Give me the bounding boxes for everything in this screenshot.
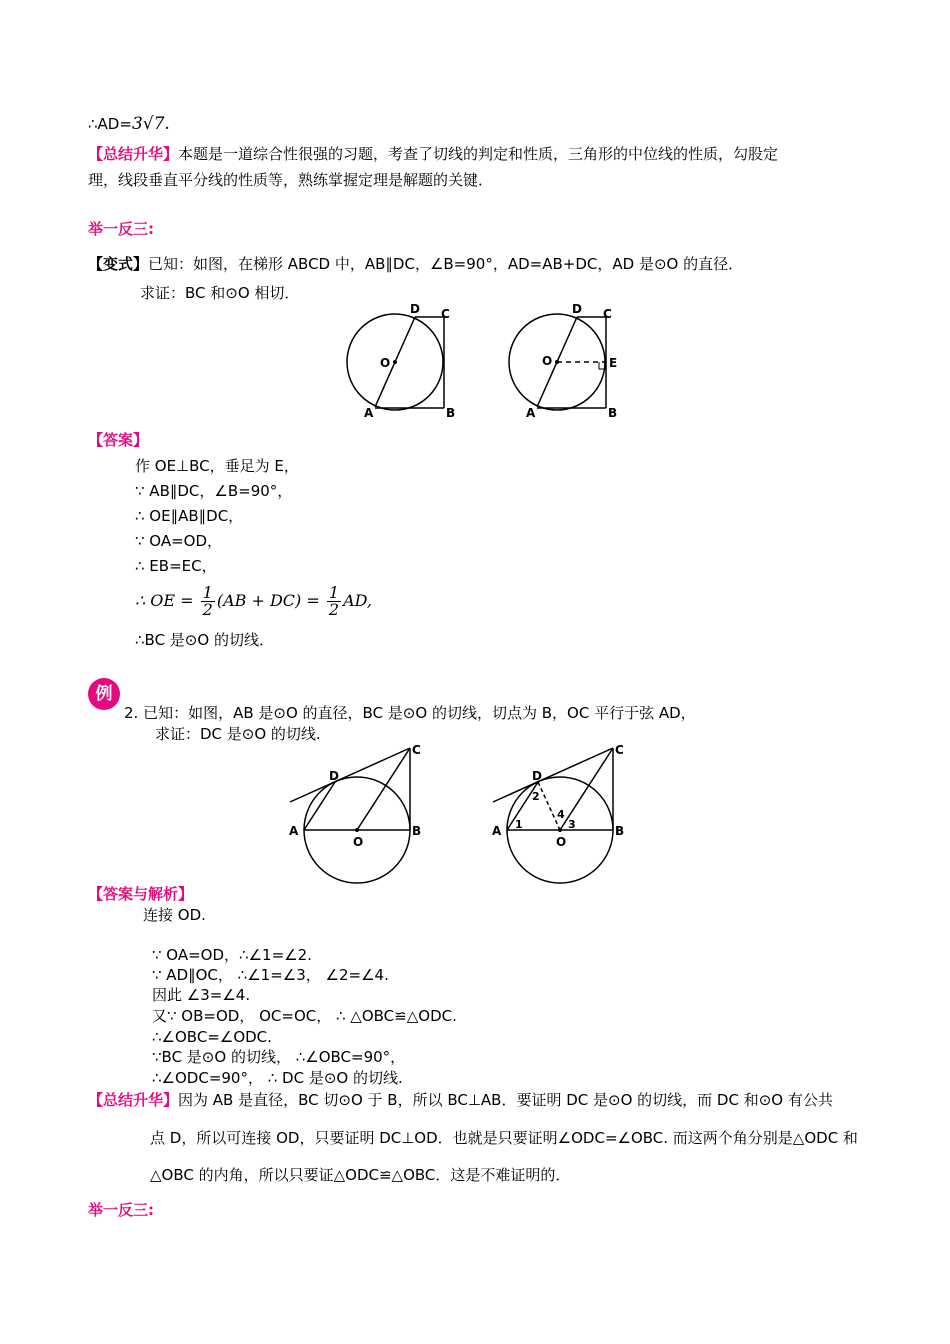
fraction-num: 1 — [202, 583, 213, 602]
example-badge: 例 — [88, 678, 120, 710]
fig2-label-d: D — [329, 769, 339, 783]
answer-1-step-5: ∴ EB=EC， — [135, 557, 217, 575]
fig1-label-d: D — [410, 302, 420, 316]
summary-2-line-3: △OBC 的内角，所以只要证△ODC≌△OBC．这是不难证明的． — [150, 1166, 571, 1184]
formula-mid: (AB + DC) = — [216, 591, 320, 610]
answer-2-connect: 连接 OD. — [143, 906, 206, 924]
center-o2-right — [558, 828, 562, 832]
fig1-label-a: A — [364, 406, 374, 420]
answer-1-formula — [135, 583, 372, 619]
fraction-den: 2 — [202, 600, 213, 619]
fig2r-label-2: 2 — [532, 790, 540, 803]
answer-2-step-7: ∴∠ODC=90°， ∴ DC 是⊙O 的切线. — [152, 1069, 403, 1087]
answer-1-tag: 【答案】 — [88, 431, 149, 449]
fraction-half-2 — [327, 585, 341, 618]
fig1r-label-d: D — [572, 302, 582, 316]
fig2r-label-1: 1 — [515, 818, 523, 831]
fig2r-label-4: 4 — [557, 808, 565, 821]
summary-text: 本题是一道综合性很强的习题，考查了切线的判定和性质，三角形的中位线的性质，勾股定 — [178, 145, 779, 163]
answer-2-tag: 【答案与解析】 — [88, 885, 194, 903]
fig2r-label-b: B — [615, 824, 625, 838]
answer-1-last: ∴BC 是⊙O 的切线． — [135, 631, 274, 649]
segment-od2-dashed — [538, 782, 560, 830]
figure-1 — [335, 300, 635, 425]
formula-prefix: ∴ OE = — [135, 591, 194, 610]
fig1-label-b: B — [446, 406, 456, 420]
fig2r-label-c: C — [615, 743, 624, 757]
conclusion-value: 3√7. — [131, 114, 170, 134]
conclusion-prefix: ∴AD= — [88, 115, 132, 133]
variant-text: 已知：如图，在梯形 ABCD 中，AB∥DC，∠B=90°，AD=AB+DC，AD 是⊙O 的直径． — [148, 255, 744, 273]
summary-1-line-2: 理，线段垂直平分线的性质等，熟练掌握定理是解题的关键． — [88, 171, 494, 189]
answer-2-step-6: ∵BC 是⊙O 的切线， ∴∠OBC=90°， — [152, 1048, 406, 1066]
summary-2-line-2: 点 D，所以可连接 OD，只要证明 DC⊥OD．也就是只要证明∠ODC=∠OBC. 而这两个角分别是△ODC 和 — [150, 1129, 858, 1147]
fig2r-label-3: 3 — [568, 818, 576, 831]
fraction-num: 1 — [328, 583, 340, 602]
figure-2 — [285, 740, 635, 890]
variant-line — [88, 254, 743, 274]
fig2r-label-a: A — [492, 824, 502, 838]
fig1r-label-o: O — [542, 354, 553, 368]
fraction-den: 2 — [328, 600, 340, 619]
answer-2-step-5: ∴∠OBC=∠ODC. — [152, 1028, 272, 1046]
answer-1-step-2: ∵ AB∥DC，∠B=90°， — [135, 482, 293, 500]
answer-1-step-3: ∴ OE∥AB∥DC， — [135, 507, 244, 525]
center-dot-left — [393, 360, 397, 364]
example-2-line-2: 求证：DC 是⊙O 的切线. — [155, 725, 321, 743]
summary-2-line-1 — [88, 1090, 833, 1110]
variant-tag: 【变式】 — [88, 255, 149, 273]
fig1-label-c: C — [441, 307, 450, 321]
fig2r-label-o: O — [556, 835, 567, 849]
summary-1-line-1 — [88, 144, 778, 164]
answer-2-step-1: ∵ OA=OD，∴∠1=∠2. — [152, 946, 312, 964]
practice-2-heading: 举一反三: — [88, 1201, 154, 1219]
fig1-label-o: O — [380, 356, 391, 370]
answer-2-step-4: 又∵ OB=OD， OC=OC， ∴ △OBC≌△ODC. — [152, 1007, 457, 1025]
variant-prove: 求证：BC 和⊙O 相切． — [140, 284, 300, 302]
center-dot-right — [555, 360, 559, 364]
practice-heading: 举一反三: — [88, 220, 154, 238]
answer-1-step-1: 作 OE⊥BC，垂足为 E， — [135, 457, 299, 475]
center-o2-left — [355, 828, 359, 832]
summary-tag: 【总结升华】 — [88, 145, 179, 163]
conclusion-line — [88, 114, 170, 134]
fig2-label-a: A — [289, 824, 299, 838]
answer-2-step-2: ∵ AD∥OC， ∴∠1=∠3， ∠2=∠4. — [152, 966, 389, 984]
fig2r-label-d: D — [532, 769, 542, 783]
fig2-label-o: O — [353, 835, 364, 849]
summary-2-text: 因为 AB 是直径，BC 切⊙O 于 B，所以 BC⊥AB．要证明 DC 是⊙O 的切线，而 DC 和⊙O 有公共 — [178, 1091, 833, 1109]
answer-2-step-3: 因此 ∠3=∠4. — [152, 986, 251, 1004]
fig1r-label-e: E — [609, 356, 618, 370]
formula-end: AD, — [343, 591, 372, 610]
example-2-line-1: 2. 已知：如图，AB 是⊙O 的直径，BC 是⊙O 的切线，切点为 B，OC 平行于弦 AD， — [124, 704, 696, 722]
fig2-label-b: B — [412, 824, 422, 838]
answer-1-step-4: ∵ OA=OD， — [135, 532, 223, 550]
summary-2-tag: 【总结升华】 — [88, 1091, 179, 1109]
fig1r-label-c: C — [603, 307, 612, 321]
fraction-half-1 — [201, 585, 215, 618]
fig1r-label-a: A — [526, 406, 536, 420]
fig2-label-c: C — [412, 743, 421, 757]
fig1r-label-b: B — [608, 406, 618, 420]
